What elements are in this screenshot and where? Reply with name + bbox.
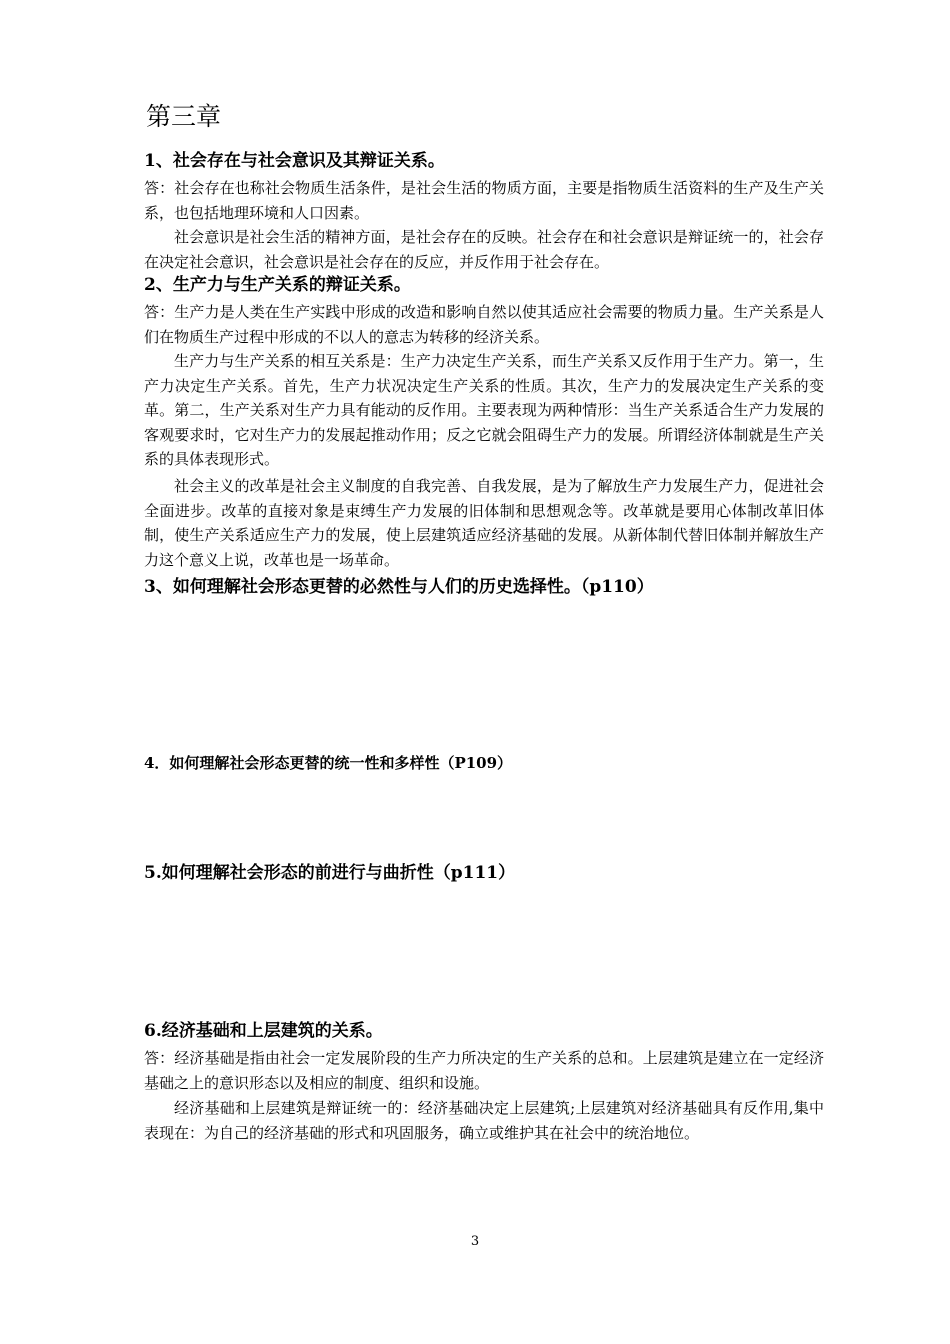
question-heading-3: 3、如何理解社会形态更替的必然性与人们的历史选择性。（p110） [144,577,654,597]
answer-paragraph: 生产力与生产关系的相互关系是：生产力决定生产关系，而生产关系又反作用于生产力。第一，生产力决定生产关系。首先，生产力状况决定生产关系的性质。其次，生产力的发展决定生产关系的变革。第二，生产关系对生产力具有能动的反作用。主要表现为两种情形：当生产关系适合生产力发展的客观要求时，它对生产力的发展起推动作用；反之它就会阻碍生产力的发展。所谓经济体制就是生产关系的具体表现形式。 [144,352,824,468]
answer-paragraph: 社会意识是社会生活的精神方面，是社会存在的反映。社会存在和社会意识是辩证统一的，社会存在决定社会意识，社会意识是社会存在的反应，并反作用于社会存在。 [144,228,824,271]
answer-paragraph: 经济基础和上层建筑是辩证统一的：经济基础决定上层建筑;上层建筑对经济基础具有反作用,集中表现在：为自己的经济基础的形式和巩固服务，确立或维护其在社会中的统治地位。 [144,1099,824,1142]
question-heading-2: 2、生产力与生产关系的辩证关系。 [144,275,411,295]
question-heading-6: 6.经济基础和上层建筑的关系。 [144,1021,383,1041]
answer-paragraph: 社会主义的改革是社会主义制度的自我完善、自我发展，是为了解放生产力发展生产力，促进社会全面进步。改革的直接对象是束缚生产力发展的旧体制和思想观念等。改革就是要用心体制改革旧体制，使生产关系适应生产力的发展，使上层建筑适应经济基础的发展。从新体制代替旧体制并解放生产力这个意义上说，改革也是一场革命。 [144,477,824,569]
question-heading-1: 1、社会存在与社会意识及其辩证关系。 [144,151,445,171]
chapter-title: 第三章 [146,102,222,131]
answer-paragraph: 答：社会存在也称社会物质生活条件，是社会生活的物质方面，主要是指物质生活资料的生产及生产关系，也包括地理环境和人口因素。 [144,179,824,222]
answer-paragraph: 答：经济基础是指由社会一定发展阶段的生产力所决定的生产关系的总和。上层建筑是建立在一定经济基础之上的意识形态以及相应的制度、组织和设施。 [144,1049,824,1092]
question-heading-5: 5.如何理解社会形态的前进行与曲折性（p111） [144,863,516,883]
question-heading-4: 4．如何理解社会形态更替的统一性和多样性（P109） [144,754,513,772]
page-number: 3 [470,1234,480,1249]
answer-paragraph: 答：生产力是人类在生产实践中形成的改造和影响自然以使其适应社会需要的物质力量。生产关系是人们在物质生产过程中形成的不以人的意志为转移的经济关系。 [144,303,824,346]
